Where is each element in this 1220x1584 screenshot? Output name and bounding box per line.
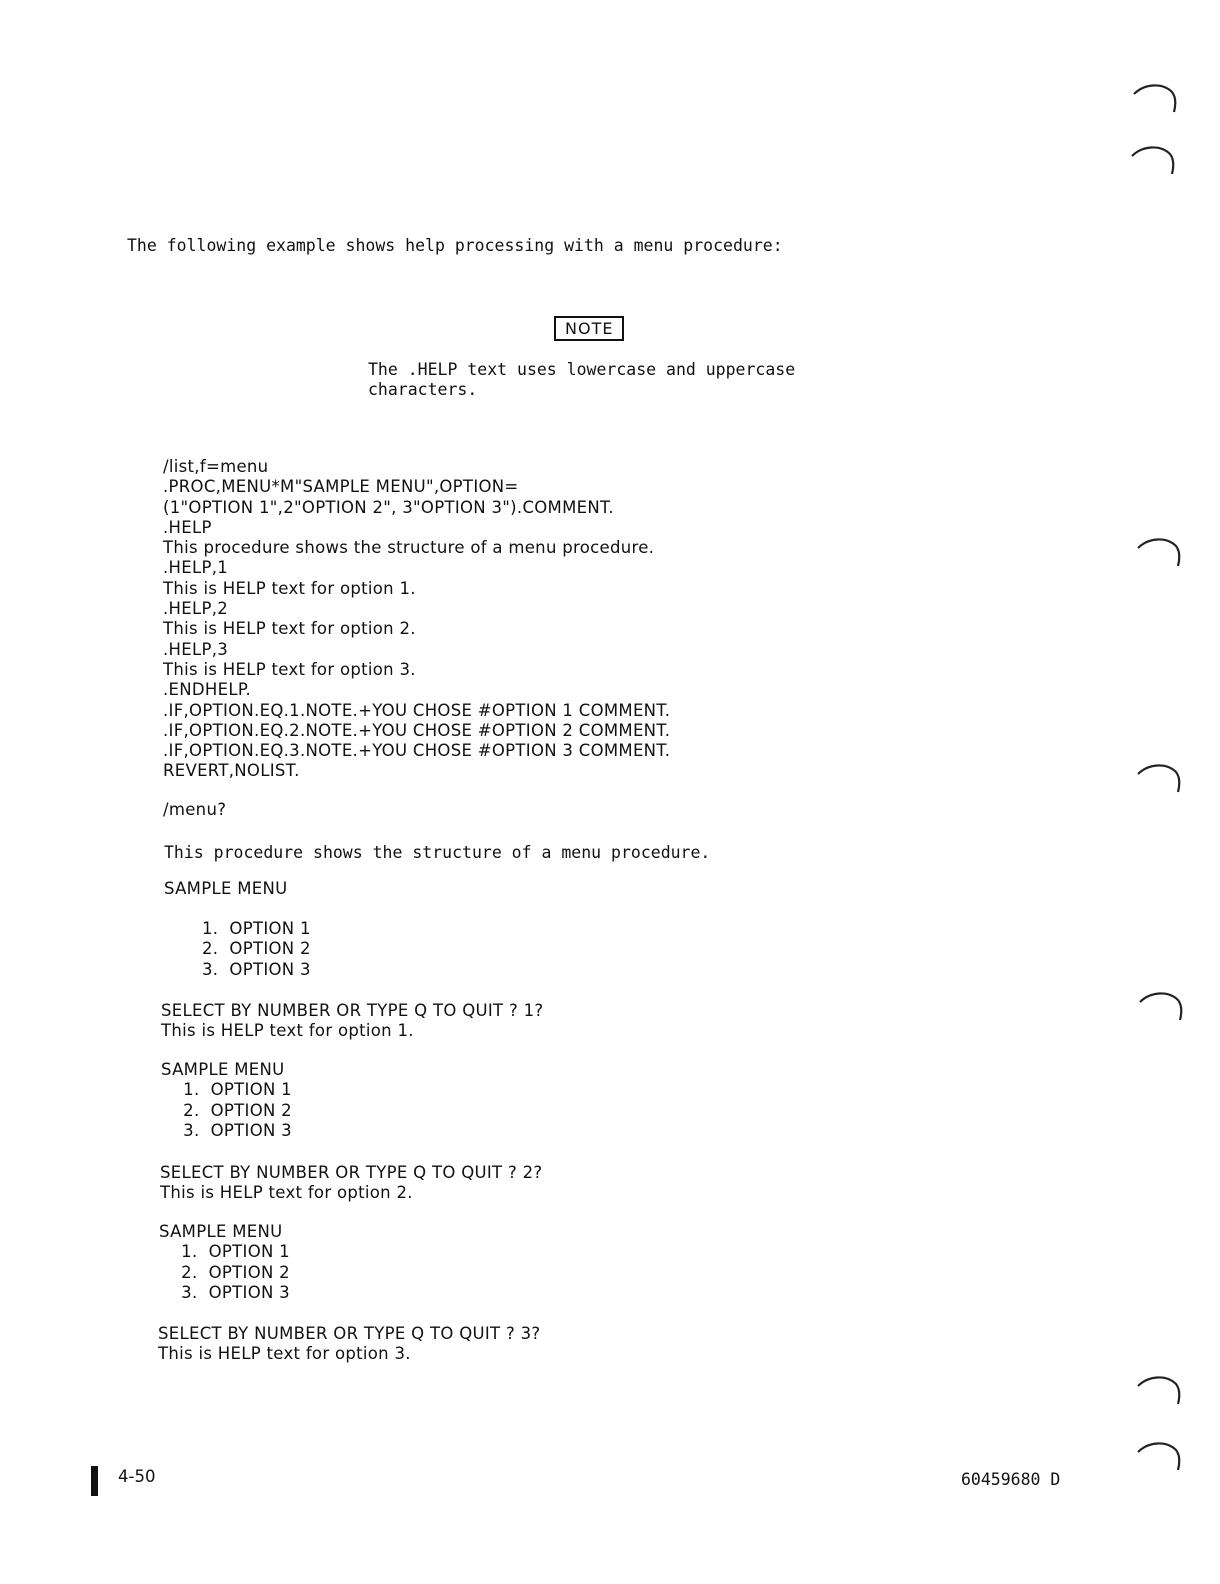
procedure-listing: /list,f=menu .PROC,MENU*M"SAMPLE MENU",OPTION= (1"OPTION 1",2"OPTION 2", 3"OPTION 3").COMMENT. .HELP This procedure shows the structure of a menu procedure. .HELP,1 This is HELP text for option 1. .HELP,2 This is HELP text for option 2. .HELP,3 This is HELP text for option 3. .ENDHELP. .IF,OPTION.EQ.1.NOTE.+YOU CHOSE #OPTION 1 COMMENT. .IF,OPTION.EQ.2.NOTE.+YOU CHOSE #OPTION 2 COMMENT. .IF,OPTION.EQ.3.NOTE.+YOU CHOSE #OPTION 3 COMMENT. REVERT,NOLIST. <box>163 457 671 781</box>
punch-hole-mark-icon <box>1136 1372 1182 1408</box>
punch-hole-mark-icon <box>1136 534 1182 570</box>
output-description: This procedure shows the structure of a menu procedure. <box>164 843 711 862</box>
page-number: 4-50 <box>118 1467 156 1486</box>
change-bar <box>91 1466 98 1496</box>
punch-hole-mark-icon <box>1136 760 1182 796</box>
menu-repeat-3: SAMPLE MENU 1. OPTION 1 2. OPTION 2 3. OPTION 3 <box>159 1222 290 1302</box>
menu-options: 1. OPTION 1 2. OPTION 2 3. OPTION 3 <box>202 919 311 979</box>
selection-session-2: SELECT BY NUMBER OR TYPE Q TO QUIT ? 2? This is HELP text for option 2. <box>160 1163 543 1203</box>
punch-hole-mark-icon <box>1132 80 1178 116</box>
menu-repeat-2: SAMPLE MENU 1. OPTION 1 2. OPTION 2 3. OPTION 3 <box>161 1060 292 1140</box>
note-text: The .HELP text uses lowercase and uppercase characters. <box>368 360 796 399</box>
punch-hole-mark-icon <box>1130 142 1176 178</box>
document-number: 60459680 D <box>961 1470 1061 1489</box>
punch-hole-mark-icon <box>1138 988 1184 1024</box>
selection-session-3: SELECT BY NUMBER OR TYPE Q TO QUIT ? 3? This is HELP text for option 3. <box>158 1324 541 1364</box>
punch-hole-mark-icon <box>1136 1438 1182 1474</box>
intro-paragraph: The following example shows help processing with a menu procedure: <box>127 236 783 255</box>
menu-command: /menu? <box>163 800 227 819</box>
note-label: NOTE <box>554 316 624 341</box>
selection-session-1: SELECT BY NUMBER OR TYPE Q TO QUIT ? 1? This is HELP text for option 1. <box>161 1001 544 1041</box>
menu-title: SAMPLE MENU <box>164 879 288 898</box>
